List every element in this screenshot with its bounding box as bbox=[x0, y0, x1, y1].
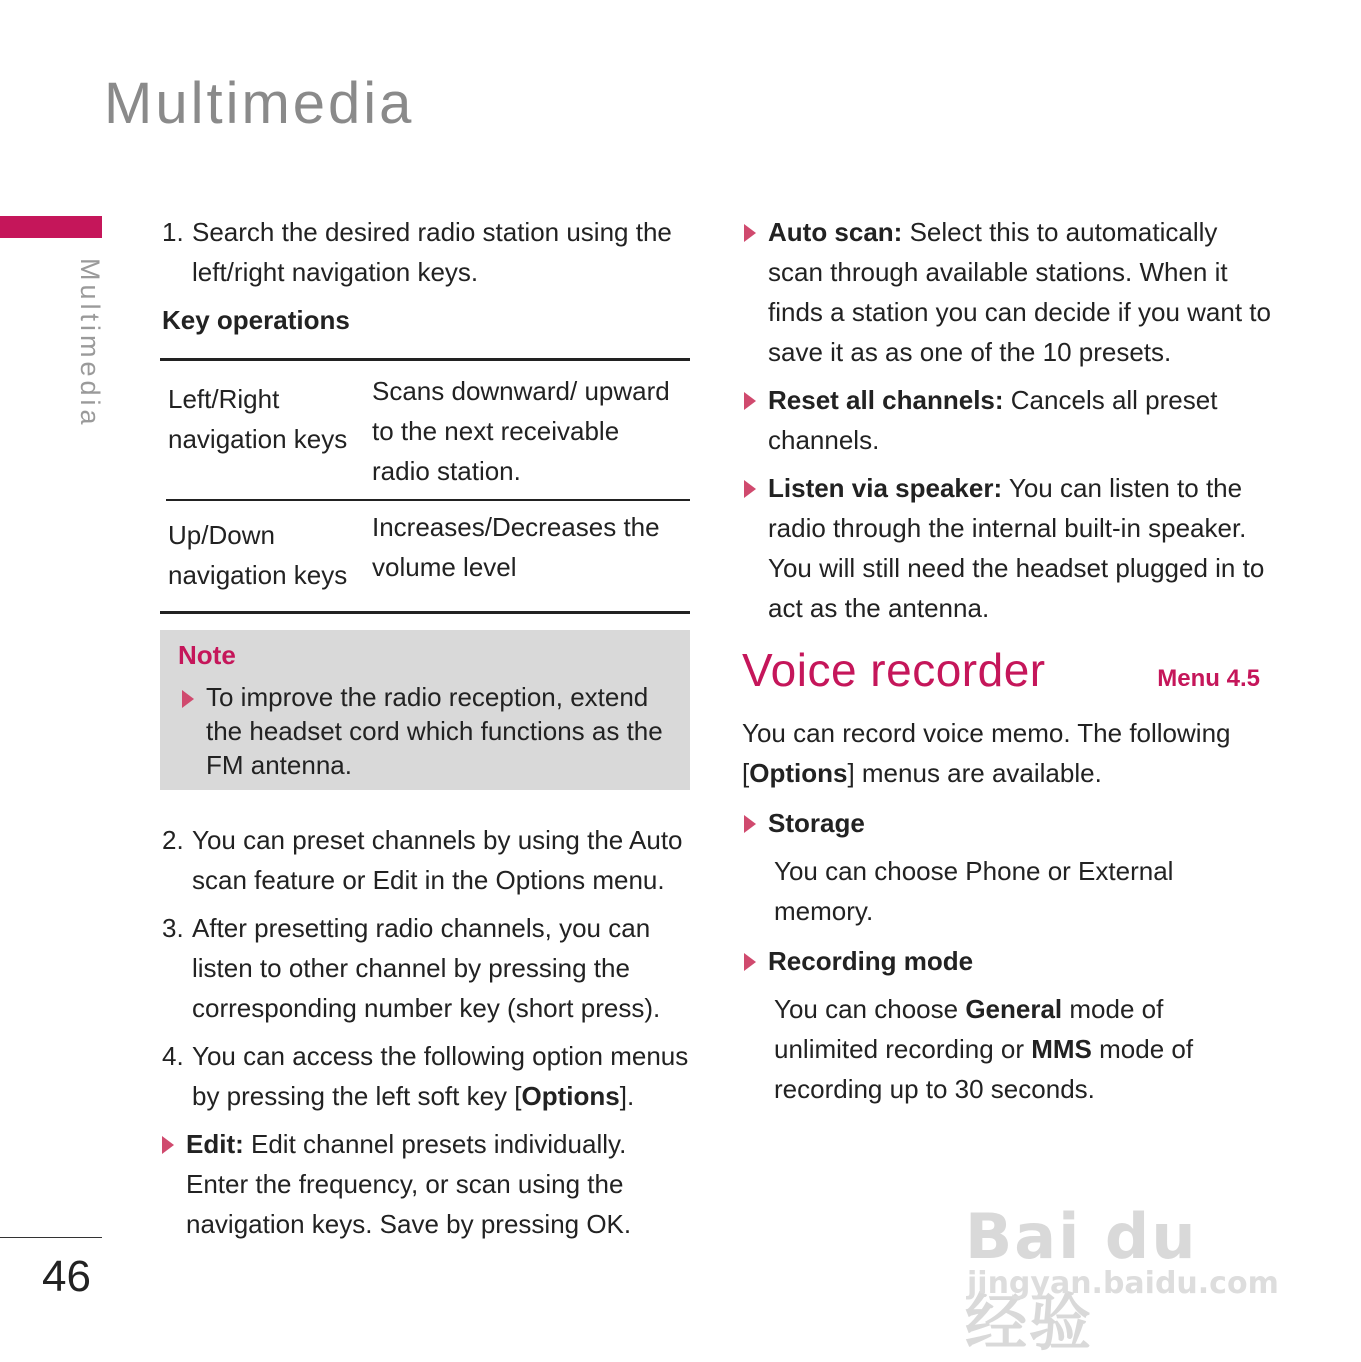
menu-reference: Menu 4.5 bbox=[1157, 665, 1260, 692]
step-number: 2. bbox=[162, 825, 184, 855]
note-box bbox=[160, 630, 690, 790]
listen-speaker-option bbox=[742, 468, 1272, 628]
note-text: To improve the radio reception, extend the headset cord which functions as the FM antenna. bbox=[206, 682, 663, 780]
options-keyword: Options bbox=[521, 1081, 620, 1111]
voice-recorder-header bbox=[742, 644, 1272, 699]
voice-intro: You can record voice memo. The following [Options] menus are available. bbox=[742, 718, 1231, 788]
step-text: You can preset channels by using the Auto scan feature or Edit in the Options menu. bbox=[192, 825, 683, 895]
storage-option bbox=[742, 803, 1272, 843]
step-4 bbox=[160, 1036, 690, 1116]
key-name-cell: Up/Down navigation keys bbox=[168, 520, 348, 590]
option-label: Edit: bbox=[186, 1129, 244, 1159]
table-row bbox=[166, 499, 690, 611]
step-text-end: ]. bbox=[619, 1081, 635, 1111]
triangle-bullet-icon bbox=[744, 224, 756, 242]
option-label: Auto scan: bbox=[768, 217, 903, 247]
baidu-watermark bbox=[965, 1160, 1285, 1359]
step-text: Search the desired radio station using the left/right navigation keys. bbox=[192, 217, 672, 287]
triangle-bullet-icon bbox=[744, 953, 756, 971]
step-text: After presetting radio channels, you can listen to other channel by pressing the corresponding number key (short press). bbox=[192, 913, 661, 1023]
key-desc-cell: Increases/Decreases the volume level bbox=[372, 512, 660, 582]
key-desc-cell: Scans downward/ upward to the next receivable radio station. bbox=[372, 376, 670, 486]
triangle-bullet-icon bbox=[744, 392, 756, 410]
option-text: Edit channel presets individually. Enter the frequency, or scan using the navigation keys. Save by pressing OK. bbox=[186, 1129, 632, 1239]
general-keyword: General bbox=[965, 994, 1063, 1024]
step-number: 1. bbox=[162, 217, 184, 247]
step-number: 4. bbox=[162, 1041, 184, 1071]
reset-channels-option bbox=[742, 380, 1272, 460]
step-2 bbox=[160, 820, 690, 900]
auto-scan-option bbox=[742, 212, 1272, 372]
recording-mode-description: You can choose General mode of unlimited recording or MMS mode of recording up to 30 seconds. bbox=[774, 994, 1194, 1104]
option-label: Listen via speaker: bbox=[768, 473, 1003, 503]
note-title: Note bbox=[178, 640, 236, 670]
watermark-url: jingyan.baidu.com bbox=[967, 1266, 1279, 1301]
side-section-label: Multimedia bbox=[75, 258, 105, 429]
section-title: Voice recorder bbox=[742, 644, 1046, 696]
page-title: Multimedia bbox=[104, 71, 415, 136]
watermark-brand: Bai du 经验 bbox=[965, 1200, 1198, 1359]
option-text: Cancels all preset channels. bbox=[768, 385, 1218, 455]
recording-mode-option bbox=[742, 941, 1272, 981]
step-number: 3. bbox=[162, 913, 184, 943]
triangle-bullet-icon bbox=[744, 815, 756, 833]
table-row bbox=[160, 361, 690, 499]
side-accent-bar bbox=[0, 216, 102, 238]
step-3 bbox=[160, 908, 690, 1028]
left-column bbox=[160, 212, 690, 1252]
triangle-bullet-icon bbox=[162, 1136, 174, 1154]
option-label: Storage bbox=[768, 808, 865, 838]
key-name-cell: Left/Right navigation keys bbox=[168, 384, 348, 454]
edit-option bbox=[160, 1124, 690, 1244]
right-column bbox=[742, 212, 1272, 1119]
option-label: Reset all channels: bbox=[768, 385, 1004, 415]
page-number-rule bbox=[0, 1237, 102, 1238]
mms-keyword: MMS bbox=[1031, 1034, 1092, 1064]
storage-description: You can choose Phone or External memory. bbox=[774, 856, 1174, 926]
key-operations-heading: Key operations bbox=[162, 305, 350, 335]
triangle-bullet-icon bbox=[744, 480, 756, 498]
triangle-bullet-icon bbox=[182, 690, 194, 708]
step-text: You can access the following option menus by pressing the left soft key [ bbox=[192, 1041, 689, 1111]
options-keyword: Options bbox=[749, 758, 848, 788]
option-text: Select this to automatically scan through available stations. When it finds a station you can decide if you want to save it as as one of the 10 presets. bbox=[768, 217, 1271, 367]
key-operations-table bbox=[160, 358, 690, 614]
note-item bbox=[178, 680, 674, 782]
option-label: Recording mode bbox=[768, 946, 974, 976]
step-1 bbox=[160, 212, 690, 292]
page-number: 46 bbox=[42, 1252, 91, 1301]
option-text: You can listen to the radio through the internal built-in speaker. You will still need the headset plugged in to act as the antenna. bbox=[768, 473, 1265, 623]
